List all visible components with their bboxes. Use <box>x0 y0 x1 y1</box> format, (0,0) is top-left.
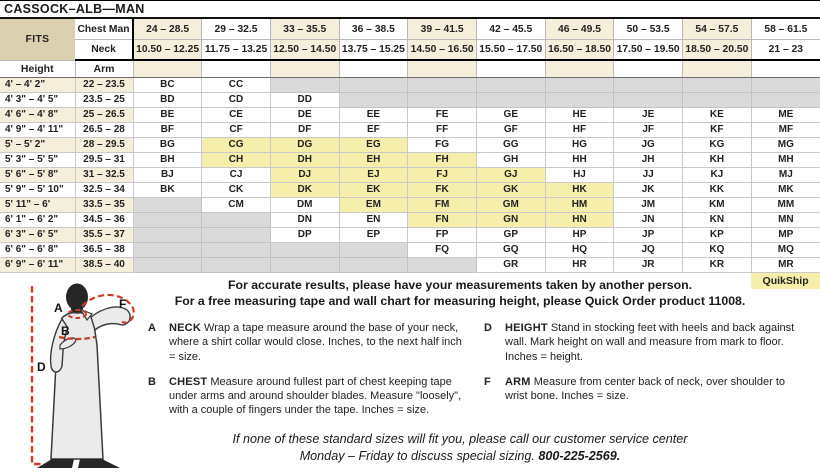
size-code-cell: CM <box>202 198 271 213</box>
size-row <box>0 243 820 258</box>
size-code-cell: GM <box>476 198 545 213</box>
size-code-cell: MJ <box>751 168 820 183</box>
empty-size-cell <box>202 213 271 228</box>
header-spacer-cell <box>133 60 202 78</box>
size-code-cell: HK <box>545 183 614 198</box>
height-range-cell: 6' 6" – 6' 8" <box>0 243 75 258</box>
chest-range-cell: 36 – 38.5 <box>339 19 408 40</box>
sizing-table <box>0 19 820 289</box>
height-range-cell: 5' – 5' 2" <box>0 138 75 153</box>
size-row <box>0 258 820 273</box>
chest-range-cell: 54 – 57.5 <box>683 19 752 40</box>
arm-range-cell: 28 – 29.5 <box>75 138 133 153</box>
header-spacer-cell <box>751 60 820 78</box>
size-code-cell: EK <box>339 183 408 198</box>
size-code-cell: FM <box>408 198 477 213</box>
definition-letter: F <box>484 375 491 388</box>
header-spacer-cell <box>476 60 545 78</box>
height-range-cell: 4' 9" – 4' 11" <box>0 123 75 138</box>
empty-size-cell <box>751 93 820 108</box>
size-code-cell: JJ <box>614 168 683 183</box>
page-title: CASSOCK–ALB—MAN <box>0 0 820 19</box>
header-spacer-cell <box>408 60 477 78</box>
label-f: F <box>119 297 127 311</box>
size-code-cell: EN <box>339 213 408 228</box>
arm-range-cell: 29.5 – 31 <box>75 153 133 168</box>
empty-size-cell <box>202 228 271 243</box>
neck-range-cell: 10.50 – 12.25 <box>133 40 202 61</box>
height-column-label: Height <box>0 60 75 78</box>
definition-letter: B <box>148 375 156 388</box>
size-code-cell: MP <box>751 228 820 243</box>
height-range-cell: 5' 3" – 5' 5" <box>0 153 75 168</box>
chest-range-cell: 42 – 45.5 <box>476 19 545 40</box>
arm-range-cell: 36.5 – 38 <box>75 243 133 258</box>
size-code-cell: GP <box>476 228 545 243</box>
arm-range-cell: 33.5 – 35 <box>75 198 133 213</box>
definitions-left-column <box>148 321 470 429</box>
height-range-cell: 6' 3" – 6' 5" <box>0 228 75 243</box>
size-row <box>0 123 820 138</box>
size-code-cell: JF <box>614 123 683 138</box>
arm-range-cell: 38.5 – 40 <box>75 258 133 273</box>
arm-range-cell: 34.5 – 36 <box>75 213 133 228</box>
size-code-cell: EG <box>339 138 408 153</box>
size-row <box>0 78 820 93</box>
size-code-cell: BK <box>133 183 202 198</box>
size-code-cell: GF <box>476 123 545 138</box>
size-code-cell: DM <box>270 198 339 213</box>
definitions-right-column <box>484 321 806 429</box>
size-code-cell: KN <box>683 213 752 228</box>
size-code-cell: BJ <box>133 168 202 183</box>
size-code-cell: CF <box>202 123 271 138</box>
size-code-cell: HN <box>545 213 614 228</box>
empty-size-cell <box>683 93 752 108</box>
size-code-cell: FH <box>408 153 477 168</box>
neck-range-cell: 11.75 – 13.25 <box>202 40 271 61</box>
size-code-cell: JG <box>614 138 683 153</box>
size-row <box>0 228 820 243</box>
size-code-cell: GE <box>476 108 545 123</box>
empty-size-cell <box>202 258 271 273</box>
empty-size-cell <box>408 78 477 93</box>
size-code-cell: MK <box>751 183 820 198</box>
size-code-cell: DJ <box>270 168 339 183</box>
size-row <box>0 153 820 168</box>
size-code-cell: HR <box>545 258 614 273</box>
size-code-cell: DE <box>270 108 339 123</box>
empty-size-cell <box>133 243 202 258</box>
empty-size-cell <box>545 93 614 108</box>
definition-text: Measure from center back of neck, over shoulder to wrist bone. Inches = size. <box>505 375 786 403</box>
empty-size-cell <box>408 258 477 273</box>
size-code-cell: FK <box>408 183 477 198</box>
size-code-cell: FF <box>408 123 477 138</box>
empty-size-cell <box>545 78 614 93</box>
size-code-cell: DN <box>270 213 339 228</box>
size-code-cell: BD <box>133 93 202 108</box>
header-spacer-cell <box>202 60 271 78</box>
height-range-cell: 4' 6" – 4' 8" <box>0 108 75 123</box>
size-row <box>0 108 820 123</box>
size-code-cell: ME <box>751 108 820 123</box>
size-code-cell: CH <box>202 153 271 168</box>
size-code-cell: CG <box>202 138 271 153</box>
note-line-1: For accurate results, please have your measurements taken by another person. <box>227 278 693 292</box>
size-code-cell: MH <box>751 153 820 168</box>
chest-range-cell: 29 – 32.5 <box>202 19 271 40</box>
size-code-cell: HE <box>545 108 614 123</box>
size-code-cell: HG <box>545 138 614 153</box>
size-code-cell: CJ <box>202 168 271 183</box>
empty-size-cell <box>614 78 683 93</box>
size-code-cell: KE <box>683 108 752 123</box>
size-code-cell: HH <box>545 153 614 168</box>
empty-size-cell <box>751 78 820 93</box>
footer-line-1: If none of these standard sizes will fit you, please call our customer service center <box>232 432 688 446</box>
definition-neck <box>148 321 470 364</box>
empty-size-cell <box>270 243 339 258</box>
size-code-cell: CK <box>202 183 271 198</box>
size-code-cell: FE <box>408 108 477 123</box>
neck-range-cell: 15.50 – 17.50 <box>476 40 545 61</box>
chest-range-cell: 50 – 53.5 <box>614 19 683 40</box>
arm-range-cell: 26.5 – 28 <box>75 123 133 138</box>
size-code-cell: CE <box>202 108 271 123</box>
chest-row-label: Chest Man <box>75 19 133 40</box>
size-code-cell: HF <box>545 123 614 138</box>
size-code-cell: KH <box>683 153 752 168</box>
definition-height <box>484 321 806 364</box>
sizing-table-body <box>0 19 820 289</box>
size-code-cell: FG <box>408 138 477 153</box>
neck-range-cell: 13.75 – 15.25 <box>339 40 408 61</box>
size-code-cell: GJ <box>476 168 545 183</box>
size-code-cell: KQ <box>683 243 752 258</box>
definition-text: Measure around fullest part of chest keeping tape under arms and around shoulder blades. Measure "loosely", with a couple of fingers under the tape. Inches = size. <box>169 375 462 417</box>
definition-term: CHEST <box>169 375 208 388</box>
empty-size-cell <box>683 78 752 93</box>
header-spacer-cell <box>545 60 614 78</box>
empty-size-cell <box>133 213 202 228</box>
header-spacer-cell <box>270 60 339 78</box>
neck-range-cell: 16.50 – 18.50 <box>545 40 614 61</box>
definition-term: HEIGHT <box>505 322 548 334</box>
size-row <box>0 138 820 153</box>
size-code-cell: DP <box>270 228 339 243</box>
empty-size-cell <box>339 243 408 258</box>
quikship-badge: QuikShip <box>751 273 820 290</box>
size-code-cell: GN <box>476 213 545 228</box>
size-row <box>0 183 820 198</box>
size-code-cell: GK <box>476 183 545 198</box>
definition-letter: A <box>148 322 156 334</box>
arm-range-cell: 32.5 – 34 <box>75 183 133 198</box>
definition-arm <box>484 375 806 404</box>
size-code-cell: BF <box>133 123 202 138</box>
cassock-figure-illustration <box>16 283 144 473</box>
arm-column-label: Arm <box>75 60 133 78</box>
empty-size-cell <box>476 78 545 93</box>
size-code-cell: JQ <box>614 243 683 258</box>
chest-range-cell: 24 – 28.5 <box>133 19 202 40</box>
height-range-cell: 4' – 4' 2" <box>0 78 75 93</box>
size-code-cell: HP <box>545 228 614 243</box>
label-a: A <box>54 301 63 315</box>
note-line-2: For a free measuring tape and wall chart for measuring height, please Quick Order product 11008. <box>174 293 746 308</box>
definition-letter: D <box>484 322 492 334</box>
size-code-cell: EF <box>339 123 408 138</box>
size-row <box>0 93 820 108</box>
empty-size-cell <box>133 258 202 273</box>
footer-line-2: Monday – Friday to discuss special sizing. 800-225-2569. <box>299 449 621 463</box>
chest-range-cell: 46 – 49.5 <box>545 19 614 40</box>
size-code-cell: FQ <box>408 243 477 258</box>
arm-range-cell: 22 – 23.5 <box>75 78 133 93</box>
size-code-cell: CD <box>202 93 271 108</box>
size-code-cell: BG <box>133 138 202 153</box>
arm-range-cell: 35.5 – 37 <box>75 228 133 243</box>
size-code-cell: DG <box>270 138 339 153</box>
definition-text: Stand in stocking feet with heels and back against wall. Mark height on wall and measure from mark to floor. Inches = height. <box>505 322 795 363</box>
neck-range-cell: 21 – 23 <box>751 40 820 61</box>
size-code-cell: JE <box>614 108 683 123</box>
size-code-cell: HM <box>545 198 614 213</box>
empty-size-cell <box>339 258 408 273</box>
arm-range-cell: 31 – 32.5 <box>75 168 133 183</box>
label-b: B <box>61 324 70 338</box>
header-spacer-cell <box>339 60 408 78</box>
neck-range-cell: 12.50 – 14.50 <box>270 40 339 61</box>
size-code-cell: GR <box>476 258 545 273</box>
height-range-cell: 5' 11" – 6' <box>0 198 75 213</box>
empty-size-cell <box>339 78 408 93</box>
definition-text: Wrap a tape measure around the base of your neck, where a shirt collar would close. Inches, to the next half inch = size. <box>169 322 462 363</box>
neck-range-cell: 17.50 – 19.50 <box>614 40 683 61</box>
definition-chest <box>148 375 470 418</box>
size-code-cell: FP <box>408 228 477 243</box>
size-code-cell: GQ <box>476 243 545 258</box>
height-measure-line <box>32 286 44 464</box>
measurement-definitions <box>148 321 808 429</box>
empty-size-cell <box>476 93 545 108</box>
size-code-cell: MN <box>751 213 820 228</box>
size-code-cell: JM <box>614 198 683 213</box>
size-code-cell: KG <box>683 138 752 153</box>
arm-range-cell: 25 – 26.5 <box>75 108 133 123</box>
size-code-cell: EE <box>339 108 408 123</box>
size-code-cell: JP <box>614 228 683 243</box>
size-code-cell: MF <box>751 123 820 138</box>
chest-range-cell: 33 – 35.5 <box>270 19 339 40</box>
size-code-cell: CC <box>202 78 271 93</box>
size-code-cell: EJ <box>339 168 408 183</box>
size-code-cell: KJ <box>683 168 752 183</box>
size-code-cell: EP <box>339 228 408 243</box>
size-code-cell: KP <box>683 228 752 243</box>
empty-size-cell <box>270 258 339 273</box>
size-code-cell: GH <box>476 153 545 168</box>
size-row <box>0 213 820 228</box>
size-row <box>0 198 820 213</box>
definition-term: ARM <box>505 375 531 388</box>
size-code-cell: KR <box>683 258 752 273</box>
size-code-cell: MR <box>751 258 820 273</box>
neck-range-cell: 18.50 – 20.50 <box>683 40 752 61</box>
size-code-cell: GG <box>476 138 545 153</box>
size-code-cell: BE <box>133 108 202 123</box>
chest-range-cell: 39 – 41.5 <box>408 19 477 40</box>
size-code-cell: BC <box>133 78 202 93</box>
figure-left-foot <box>37 459 74 468</box>
figure-right-foot <box>78 459 120 468</box>
size-code-cell: JN <box>614 213 683 228</box>
label-d: D <box>37 360 46 374</box>
height-range-cell: 4' 3" – 4' 5" <box>0 93 75 108</box>
size-code-cell: FJ <box>408 168 477 183</box>
empty-size-cell <box>614 93 683 108</box>
height-range-cell: 5' 6" – 5' 8" <box>0 168 75 183</box>
size-code-cell: FN <box>408 213 477 228</box>
size-code-cell: MM <box>751 198 820 213</box>
special-sizing-notice <box>120 431 800 465</box>
empty-size-cell <box>339 93 408 108</box>
header-spacer-cell <box>683 60 752 78</box>
fits-header-cell: FITS <box>0 19 75 60</box>
height-range-cell: 6' 1" – 6' 2" <box>0 213 75 228</box>
arm-range-cell: 23.5 – 25 <box>75 93 133 108</box>
size-code-cell: KF <box>683 123 752 138</box>
empty-size-cell <box>202 243 271 258</box>
neck-row-label: Neck <box>75 40 133 61</box>
empty-size-cell <box>133 228 202 243</box>
size-row <box>0 168 820 183</box>
size-code-cell: EM <box>339 198 408 213</box>
empty-size-cell <box>270 78 339 93</box>
height-range-cell: 5' 9" – 5' 10" <box>0 183 75 198</box>
size-code-cell: KK <box>683 183 752 198</box>
size-code-cell: JK <box>614 183 683 198</box>
size-code-cell: DD <box>270 93 339 108</box>
cassock-measurement-diagram <box>16 283 144 473</box>
empty-size-cell <box>133 198 202 213</box>
size-code-cell: BH <box>133 153 202 168</box>
size-code-cell: KM <box>683 198 752 213</box>
size-code-cell: JH <box>614 153 683 168</box>
neck-range-cell: 14.50 – 16.50 <box>408 40 477 61</box>
size-code-cell: HJ <box>545 168 614 183</box>
size-code-cell: HQ <box>545 243 614 258</box>
header-spacer-cell <box>614 60 683 78</box>
measurement-note <box>120 278 800 310</box>
phone-number: 800-225-2569. <box>538 449 621 463</box>
size-code-cell: DH <box>270 153 339 168</box>
size-code-cell: EH <box>339 153 408 168</box>
height-range-cell: 6' 9" – 6' 11" <box>0 258 75 273</box>
chest-range-cell: 58 – 61.5 <box>751 19 820 40</box>
size-code-cell: JR <box>614 258 683 273</box>
definition-term: NECK <box>169 322 201 334</box>
size-code-cell: DF <box>270 123 339 138</box>
size-code-cell: MQ <box>751 243 820 258</box>
empty-size-cell <box>408 93 477 108</box>
size-code-cell: DK <box>270 183 339 198</box>
size-code-cell: MG <box>751 138 820 153</box>
